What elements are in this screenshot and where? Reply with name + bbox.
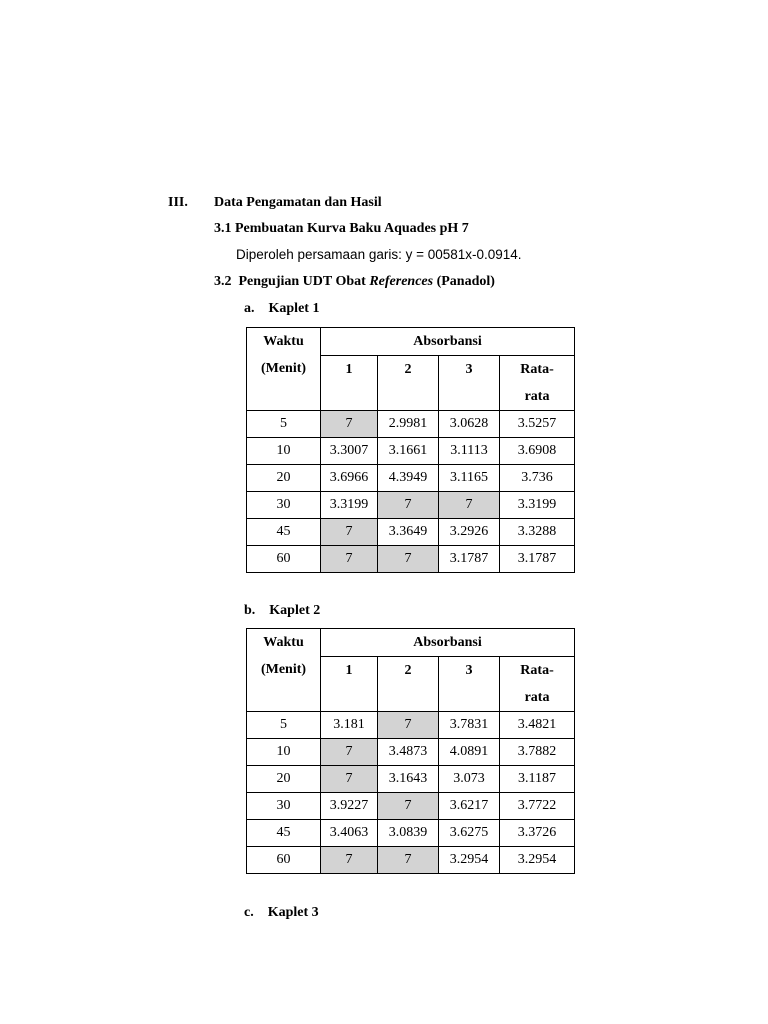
cell-value-1: 7 [321, 519, 378, 546]
cell-waktu: 20 [247, 465, 321, 492]
cell-value-2: 3.0839 [378, 820, 439, 847]
table-c-label: Kaplet 3 [267, 905, 319, 920]
cell-average: 3.4821 [500, 712, 575, 739]
subsection-3-2-title-prefix: Pengujian UDT Obat [238, 274, 370, 289]
cell-value-3: 3.1787 [439, 546, 500, 573]
cell-value-3: 3.2954 [439, 847, 500, 874]
header-col-2: 2 [378, 356, 439, 411]
cell-average: 3.1787 [500, 546, 575, 573]
table-b-letter: b. [244, 603, 256, 618]
header-rata-rata-line1: Rata- [520, 663, 554, 678]
cell-average: 3.2954 [500, 847, 575, 874]
header-menit-label: (Menit) [260, 662, 307, 677]
cell-value-2: 3.4873 [378, 739, 439, 766]
cell-value-3: 3.6275 [439, 820, 500, 847]
header-rata-rata-line2: rata [524, 389, 550, 404]
absorbance-table-kaplet-1 [246, 327, 575, 573]
table-c-heading [244, 904, 319, 922]
cell-value-3: 3.073 [439, 766, 500, 793]
table-row [247, 739, 575, 766]
table-row [247, 820, 575, 847]
cell-waktu: 20 [247, 766, 321, 793]
cell-average: 3.3288 [500, 519, 575, 546]
header-absorbansi: Absorbansi [321, 328, 575, 356]
cell-average: 3.7882 [500, 739, 575, 766]
subsection-3-2-number: 3.2 [214, 274, 232, 289]
header-rata-rata [500, 657, 575, 712]
cell-value-2: 3.1661 [378, 438, 439, 465]
table-a-label: Kaplet 1 [268, 301, 320, 316]
cell-value-2: 2.9981 [378, 411, 439, 438]
table-c-letter: c. [244, 905, 254, 920]
cell-value-1: 7 [321, 546, 378, 573]
table-row [247, 793, 575, 820]
header-col-3: 3 [439, 657, 500, 712]
cell-average: 3.7722 [500, 793, 575, 820]
cell-value-1: 3.3007 [321, 438, 378, 465]
header-waktu-label: Waktu [263, 635, 304, 650]
cell-waktu: 45 [247, 519, 321, 546]
header-rata-rata [500, 356, 575, 411]
table-row [247, 847, 575, 874]
header-absorbansi: Absorbansi [321, 629, 575, 657]
cell-value-1: 3.9227 [321, 793, 378, 820]
table-row [247, 465, 575, 492]
cell-value-1: 7 [321, 847, 378, 874]
cell-value-1: 3.181 [321, 712, 378, 739]
cell-waktu: 60 [247, 546, 321, 573]
cell-value-2: 7 [378, 847, 439, 874]
header-col-3: 3 [439, 356, 500, 411]
cell-value-3: 3.6217 [439, 793, 500, 820]
cell-value-3: 7 [439, 492, 500, 519]
cell-average: 3.5257 [500, 411, 575, 438]
subsection-3-1-title: 3.1 Pembuatan Kurva Baku Aquades pH 7 [214, 221, 469, 236]
cell-value-1: 7 [321, 739, 378, 766]
cell-value-3: 3.2926 [439, 519, 500, 546]
cell-waktu: 60 [247, 847, 321, 874]
table-a-letter: a. [244, 301, 255, 316]
cell-value-3: 3.1165 [439, 465, 500, 492]
header-menit-label: (Menit) [260, 361, 307, 376]
cell-value-3: 3.7831 [439, 712, 500, 739]
cell-value-3: 3.1113 [439, 438, 500, 465]
header-col-2: 2 [378, 657, 439, 712]
subsection-3-2-title [214, 273, 495, 291]
cell-average: 3.1187 [500, 766, 575, 793]
cell-waktu: 45 [247, 820, 321, 847]
table-row [247, 519, 575, 546]
section-title: Data Pengamatan dan Hasil [214, 195, 382, 210]
header-rata-rata-line2: rata [524, 690, 550, 705]
table-row [247, 411, 575, 438]
cell-value-1: 3.3199 [321, 492, 378, 519]
cell-average: 3.3199 [500, 492, 575, 519]
header-col-1: 1 [321, 356, 378, 411]
cell-value-1: 7 [321, 766, 378, 793]
cell-waktu: 5 [247, 712, 321, 739]
table-row [247, 546, 575, 573]
header-col-1: 1 [321, 657, 378, 712]
cell-waktu: 10 [247, 438, 321, 465]
cell-waktu: 10 [247, 739, 321, 766]
subsection-3-2-title-italic: References [369, 274, 434, 289]
header-waktu [247, 328, 321, 411]
cell-value-2: 7 [378, 793, 439, 820]
header-waktu [247, 629, 321, 712]
cell-value-2: 7 [378, 546, 439, 573]
table-a-heading [244, 300, 319, 318]
section-number: III. [168, 195, 188, 210]
table-b-label: Kaplet 2 [269, 603, 321, 618]
cell-value-3: 3.0628 [439, 411, 500, 438]
header-waktu-label: Waktu [263, 334, 304, 349]
cell-value-2: 3.3649 [378, 519, 439, 546]
table-row [247, 492, 575, 519]
absorbance-table-kaplet-2 [246, 628, 575, 874]
cell-average: 3.6908 [500, 438, 575, 465]
cell-average: 3.736 [500, 465, 575, 492]
header-rata-rata-line1: Rata- [520, 362, 554, 377]
cell-value-2: 3.1643 [378, 766, 439, 793]
table-row [247, 438, 575, 465]
cell-value-2: 4.3949 [378, 465, 439, 492]
cell-waktu: 30 [247, 793, 321, 820]
subsection-3-2-title-suffix: (Panadol) [433, 274, 495, 289]
cell-value-2: 7 [378, 492, 439, 519]
cell-value-1: 3.4063 [321, 820, 378, 847]
cell-value-2: 7 [378, 712, 439, 739]
cell-value-3: 4.0891 [439, 739, 500, 766]
cell-average: 3.3726 [500, 820, 575, 847]
table-b-heading [244, 602, 320, 620]
table-row [247, 766, 575, 793]
cell-value-1: 7 [321, 411, 378, 438]
line-equation: Diperoleh persamaan garis: y = 00581x-0.0914. [236, 247, 522, 262]
table-row [247, 712, 575, 739]
cell-waktu: 5 [247, 411, 321, 438]
cell-value-1: 3.6966 [321, 465, 378, 492]
cell-waktu: 30 [247, 492, 321, 519]
